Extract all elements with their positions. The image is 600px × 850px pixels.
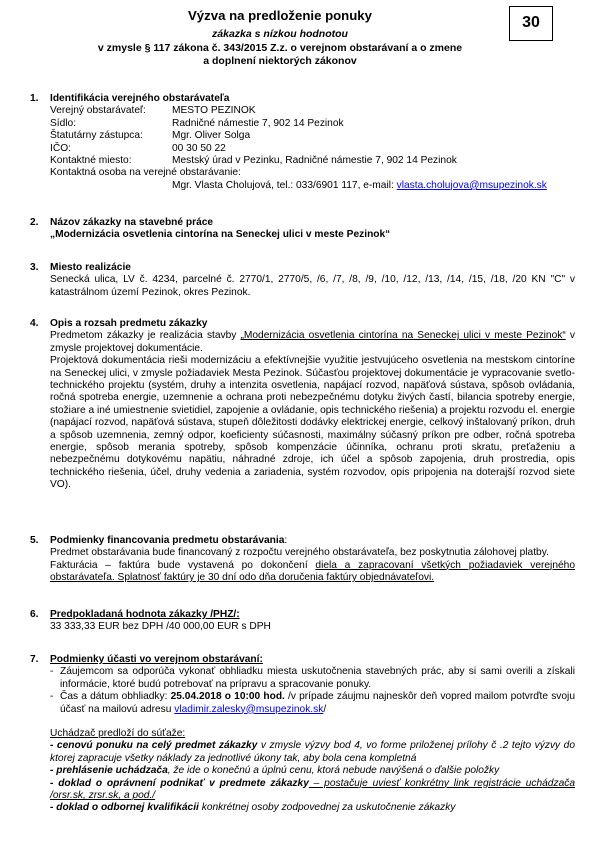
contact-email-link[interactable]: vlasta.cholujova@msupezinok.sk	[396, 179, 547, 191]
requirement-item	[50, 802, 575, 814]
heading-text: Podmienky financovania predmetu obstarávania	[50, 535, 285, 546]
section-heading: Opis a rozsah predmetu zákazky	[50, 318, 208, 329]
requirement-bold: - doklad o oprávnení podnikať v predmete zákazky	[50, 777, 309, 789]
section-number: 5.	[30, 535, 39, 546]
bullet-dash: -	[50, 666, 54, 678]
section-heading: Miesto realizácie	[50, 262, 131, 273]
field-value: Mgr. Oliver Solga	[172, 130, 251, 142]
requirement-bold: - doklad o odbornej kvalifikácii	[50, 802, 199, 814]
field-row	[50, 130, 575, 142]
requirement-bold: - prehlásenie uchádzača	[50, 765, 168, 777]
inspection-email-link[interactable]: vladimir.zalesky@msupezinok.sk	[174, 703, 324, 715]
section-5	[30, 535, 575, 585]
field-row	[50, 155, 575, 167]
field-label: IČO:	[50, 142, 71, 154]
field-row	[50, 105, 575, 117]
inspection-recommendation: Záujemcom sa odporúča vykonať obhliadku miesta uskutočnenia stavebných prác, aby si sami overili a získali informácie, ktoré budú potrebovať na prípravu a spracovanie ponuky.	[60, 666, 575, 690]
contract-name: „Modernizácia osvetlenia cintorína na Seneckej ulici v meste Pezinok“	[50, 229, 391, 241]
requirement-text: konkrétnej osoby zodpovednej za uskutočnenie zákazky	[198, 802, 456, 814]
bullet-dash: -	[50, 691, 54, 703]
inspection-date	[60, 691, 575, 716]
page-number-badge: 30	[509, 6, 553, 41]
scope-paragraph-2: Projektová dokumentácia rieši modernizáciu a efektívnejšie využitie jestvujúceho osvetlenia na mestskom cintoríne na Seneckej ulici, v zmysle požiadaviek Mesta Pezinok. Súčasťou projektovej dokumentácie je vypracovanie svetlo-technického projektu (systém, druhy a intenzita osvetlenia, napájací rozvod, napäťová sústava, spôsob ovládania, ročná spotreba energie, uzemnenie a ochrana proti nebezpečnému dotyku živých častí, bilancia spotreby energie, stožiare a iné umiestnenie svietidiel, zapojenie a ovládanie, opis technického riešenia) a projektu rozvodu el. energie (napájací rozvod, napäťová sústava, stupeň dôležitosti dodávky elektrickej energie, celkový inštalovaný príkon, druh a spôsob uzemnenia, zemný odpor, koeficienty súčasnosti, maximálny súčasný príkon pre odber, ročná spotreba energie, spôsob merania spotreby, spôsob kompenzácie účinníka, ochranu proti skratu, preťaženiu a nebezpečnému dotykovému napätiu, náhradné zdroje, ich účel a spôsob zapojenia, druh prostredia, opis technického riešenia, účel, druhy vedenia a zariadenia, systém rozvodov, opis pripojenia na doterajší rozvod siete VO).	[50, 355, 575, 491]
section-number: 6.	[30, 609, 39, 620]
field-label: Verejný obstarávateľ:	[50, 105, 146, 117]
section-4	[30, 318, 575, 492]
location-text: Senecká ulica, LV č. 4234, parcelné č. 2770/1, 2770/5, /6, /7, /8, /9, /10, /12, /13, /14, /15, /18, /20 KN "C" v katastrálnom území Pezinok, okres Pezinok.	[50, 274, 575, 298]
section-number: 1.	[30, 93, 39, 104]
heading-colon: :	[284, 535, 288, 546]
document-subtitle: zákazka s nízkou hodnotou	[212, 28, 348, 40]
section-1	[30, 93, 575, 192]
project-name-underlined: „Modernizácia osvetlenia cintorína na Seneckej ulici v meste Pezinok“	[240, 330, 566, 342]
section-heading	[50, 535, 575, 547]
date-bold: 25.04.2018 o 10:00 hod.	[170, 691, 285, 703]
field-row	[50, 118, 575, 130]
field-row	[50, 143, 575, 155]
section-heading: Predpokladaná hodnota zákazky /PHZ/:	[50, 609, 240, 620]
field-value: 00 30 50 22	[172, 142, 226, 154]
field-value: MESTO PEZINOK	[172, 105, 256, 117]
section-2	[30, 217, 575, 242]
text: Čas a dátum obhliadky:	[60, 691, 171, 703]
requirement-text: – postačuje uviesť konkrétny link registrácie uchádzača /orsr.sk, zrsr.sk, a pod./	[50, 777, 575, 802]
field-value: Mestský úrad v Pezinku, Radničné námestie 7, 902 14 Pezinok	[172, 155, 457, 167]
bullet-item	[50, 691, 575, 716]
requirement-text: v zmysle výzvy bod 4, vo forme priloženej prílohy č .2 tejto výzvy do ktorej zapracuje všetky náklady za jednotlivé úkony tak, aby bola cena kompletná	[50, 740, 575, 764]
text: Predmetom zákazky je realizácia stavby	[50, 330, 241, 342]
financing-paragraph-2	[50, 560, 575, 585]
document-title: Výzva na predloženie ponuky	[188, 8, 372, 23]
bullet-item	[50, 666, 575, 691]
field-value: Radničné námestie 7, 902 14 Pezinok	[172, 117, 344, 129]
section-7	[30, 654, 575, 815]
text: /	[323, 703, 327, 715]
section-heading: Názov zákazky na stavebné práce	[50, 217, 214, 228]
section-heading: Podmienky účasti vo verejnom obstarávaní:	[50, 654, 263, 665]
section-heading: Identifikácia verejného obstarávateľa	[50, 93, 230, 104]
section-number: 3.	[30, 262, 39, 273]
section-number: 4.	[30, 318, 39, 329]
contact-label: Kontaktná osoba na verejné obstarávanie:	[50, 167, 241, 179]
text: v zmysle projektovej dokumentácie.	[50, 330, 575, 354]
law-line-2: a doplnení niektorých zákonov	[203, 55, 357, 67]
requirement-item	[50, 778, 575, 803]
contact-text: Mgr. Vlasta Cholujová, tel.: 033/6901 117, e-mail:	[172, 179, 397, 191]
contact-person	[172, 180, 575, 192]
spacer	[50, 716, 575, 728]
section-3	[30, 262, 575, 299]
section-number: 7.	[30, 654, 39, 665]
scope-paragraph-1	[50, 330, 575, 355]
law-reference	[60, 42, 500, 68]
requirement-item	[50, 740, 575, 765]
requirement-text: , že ide o konečnú a úplnú cenu, ktorá nebude navýšená o ďalšie položky	[167, 765, 500, 777]
text: /v prípade záujmu najneskôr deň vopred mailom potvrďte svoju účasť na mailovú adresu	[60, 691, 575, 715]
field-label: Štatutárny zástupca:	[50, 130, 143, 142]
requirement-bold: - cenovú ponuku na celý predmet zákazky	[50, 740, 258, 752]
requirement-item	[50, 765, 575, 777]
law-line-1: v zmysle § 117 zákona č. 343/2015 Z.z. o verejnom obstarávaní a o zmene	[97, 42, 463, 54]
financing-paragraph-1: Predmet obstarávania bude financovaný z rozpočtu verejného obstarávateľa, bez poskytnutia zálohovej platby.	[50, 547, 549, 559]
field-label: Kontaktné miesto:	[50, 155, 132, 167]
section-number: 2.	[30, 217, 39, 228]
text: Fakturácia – faktúra bude vystavená po dokončení	[50, 559, 316, 571]
section-6	[30, 609, 575, 634]
underlined-text: diela a zapracovaní všetkých požiadaviek verejného obstarávateľa. Splatnosť faktúry je 30 dní odo dňa doručenia faktúry objednávateľovi.	[50, 559, 575, 584]
estimated-value: 33 333,33 EUR bez DPH /40 000,00 EUR s DPH	[50, 621, 271, 633]
submission-intro: Uchádzač predloží do súťaže:	[50, 728, 186, 740]
field-label: Sídlo:	[50, 117, 77, 129]
